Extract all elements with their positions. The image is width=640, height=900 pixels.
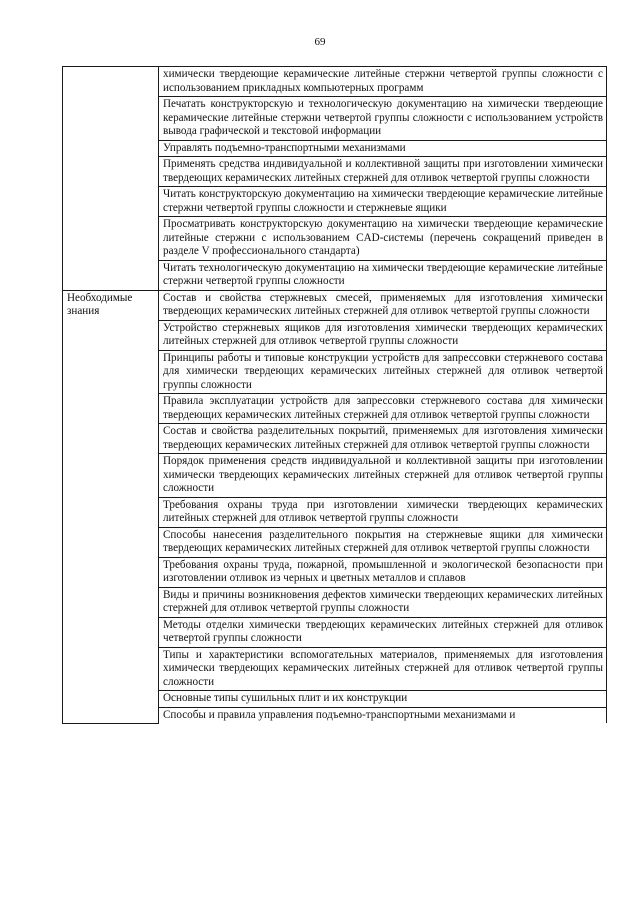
row-text: Требования охраны труда, пожарной, промышленной и экологической безопасности при изготовлении отливок из черных и цветных металлов и сплавов [159, 557, 607, 587]
row-text: Просматривать конструкторскую документацию на химически твердеющие керамические литейные стержни с использованием CAD-системы (перечень сокращений приведен в разделе V профессионального стандарта) [159, 217, 607, 261]
row-text: Читать технологическую документацию на химически твердеющие керамические литейные стержни четвертой группы сложности [159, 260, 607, 290]
row-text: Способы нанесения разделительного покрытия на стержневые ящики для химически твердеющих керамических литейных стержней для отливок четвертой группы сложности [159, 527, 607, 557]
row-text: Состав и свойства стержневых смесей, применяемых для изготовления химически твердеющих керамических литейных стержней для отливок четвертой группы сложности [159, 290, 607, 320]
table-body [63, 67, 607, 724]
row-text: Способы и правила управления подъемно-транспортными механизмами и [159, 707, 607, 723]
row-text: Управлять подъемно-транспортными механизмами [159, 140, 607, 157]
row-text: Правила эксплуатации устройств для запрессовки стержневого состава для химически твердеющих керамических литейных стержней для отливок четвертой группы сложности [159, 394, 607, 424]
row-text: Состав и свойства разделительных покрытий, применяемых для изготовления химически твердеющих керамических литейных стержней для отливок четвертой группы сложности [159, 424, 607, 454]
table-row [63, 290, 607, 320]
row-text: Устройство стержневых ящиков для изготовления химически твердеющих керамических литейных стержней для отливок четвертой группы сложности [159, 320, 607, 350]
row-label-cell [63, 67, 159, 291]
row-text: химически твердеющие керамические литейные стержни четвертой группы сложности с использованием прикладных компьютерных программ [159, 67, 607, 97]
row-text: Типы и характеристики вспомогательных материалов, применяемых для изготовления химически твердеющих керамических литейных стержней для отливок четвертой группы сложности [159, 647, 607, 691]
row-text: Основные типы сушильных плит и их конструкции [159, 691, 607, 708]
row-text: Применять средства индивидуальной и коллективной защиты при изготовлении химически твердеющих керамических литейных стержней для отливок четвертой группы сложности [159, 157, 607, 187]
row-text: Методы отделки химически твердеющих керамических литейных стержней для отливок четвертой группы сложности [159, 617, 607, 647]
page-number: 69 [314, 36, 326, 48]
row-text: Принципы работы и типовые конструкции устройств для запрессовки стержневого состава для химически твердеющих керамических литейных стержней для отливок четвертой группы сложности [159, 350, 607, 394]
skills-knowledge-table [62, 66, 607, 724]
row-text: Виды и причины возникновения дефектов химически твердеющих керамических литейных стержней для отливок четвертой группы сложности [159, 587, 607, 617]
row-text: Печатать конструкторскую и технологическую документацию на химически твердеющие керамические литейные стержни четвертой группы сложности с использованием устройств вывода графической и текстовой информации [159, 97, 607, 141]
row-label-cell [63, 290, 159, 723]
row-text: Требования охраны труда при изготовлении химически твердеющих керамических литейных стержней для отливок четвертой группы сложности [159, 497, 607, 527]
row-text: Порядок применения средств индивидуальной и коллективной защиты при изготовлении химически твердеющих керамических литейных стержней для отливок четвертой группы сложности [159, 454, 607, 498]
table-row [63, 67, 607, 97]
row-label: Необходимые знания [67, 291, 133, 317]
row-text: Читать конструкторскую документацию на химически твердеющие керамические литейные стержни четвертой группы сложности и стержневые ящики [159, 187, 607, 217]
